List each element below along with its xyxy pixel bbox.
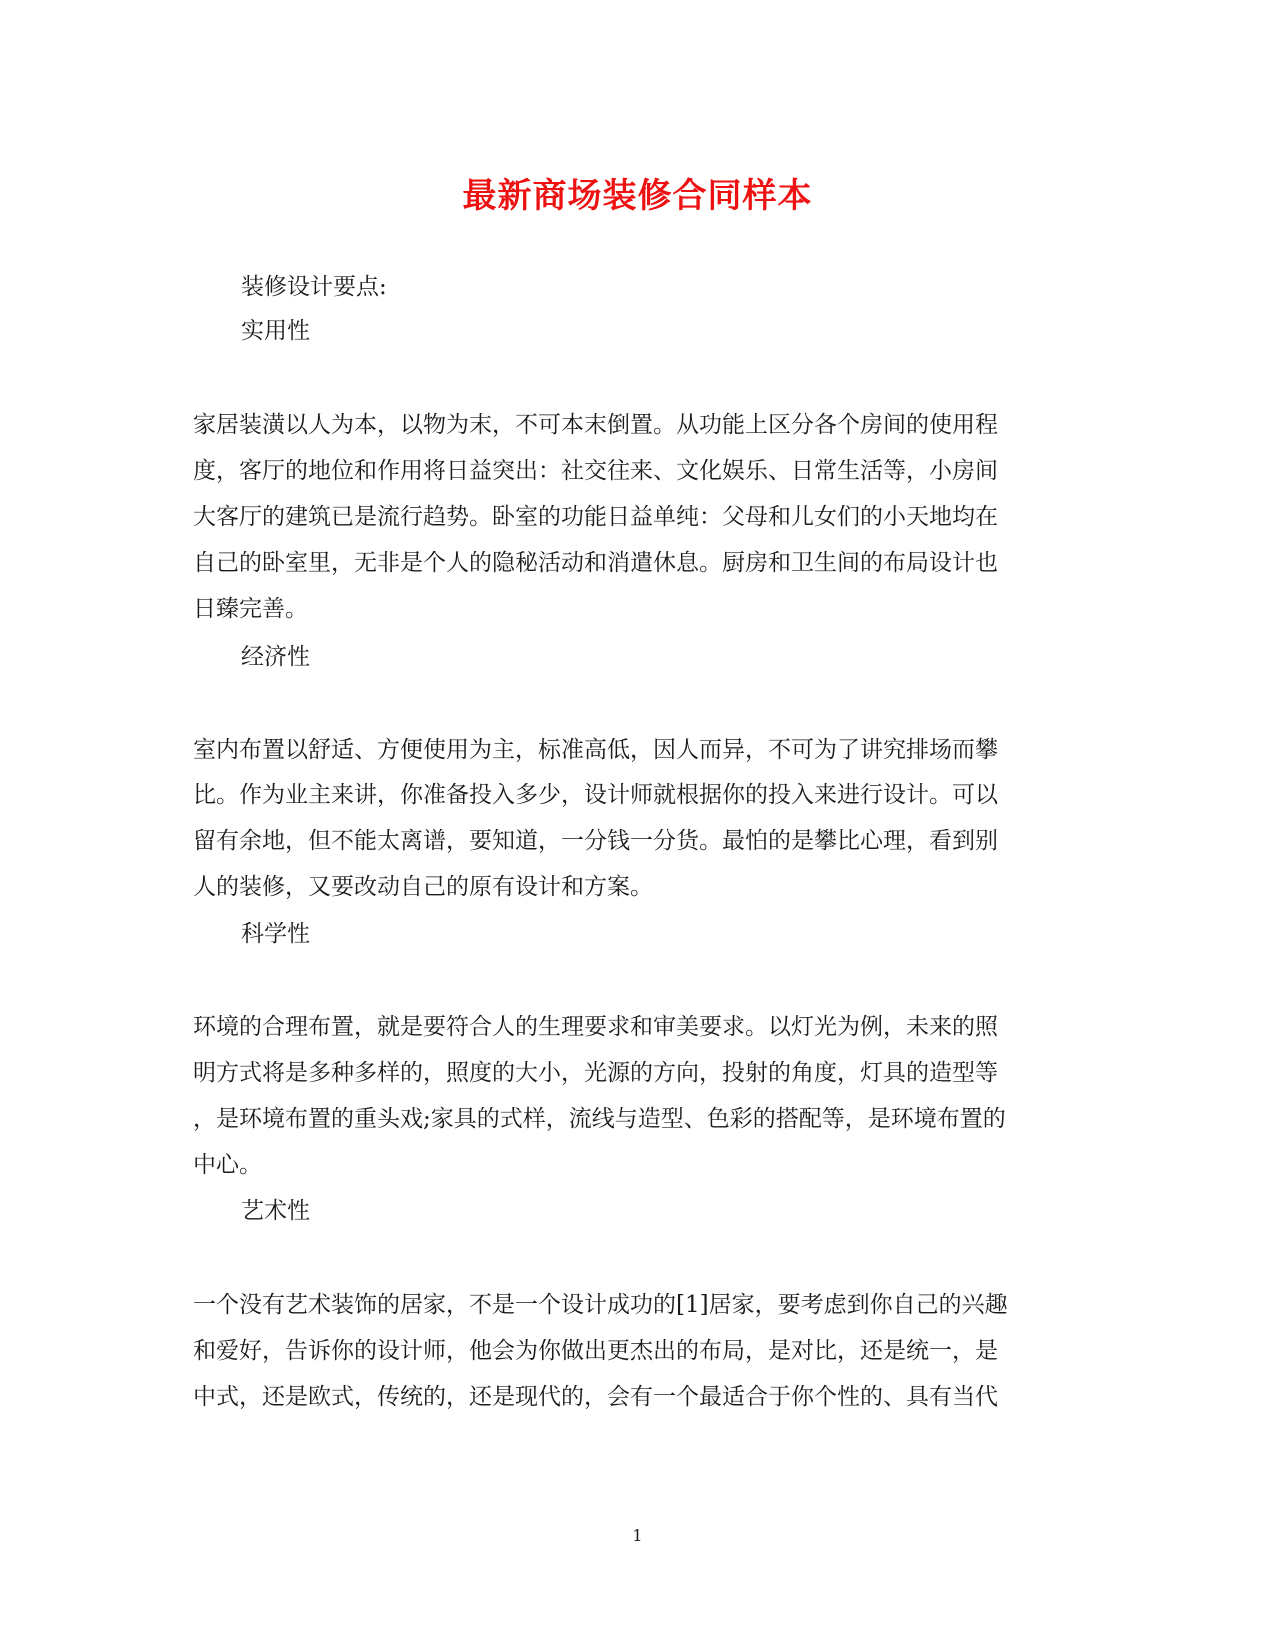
paragraph-line: 家居装潢以人为本，以物为末，不可本末倒置。从功能上区分各个房间的使用程: [193, 412, 998, 438]
page-number: 1: [632, 1526, 643, 1545]
paragraph-line: 明方式将是多种多样的，照度的大小，光源的方向，投射的角度，灯具的造型等: [193, 1060, 998, 1086]
paragraph-line: 中心。: [193, 1152, 262, 1178]
paragraph-line: ，是环境布置的重头戏;家具的式样，流线与造型、色彩的搭配等，是环境布置的: [193, 1106, 1006, 1132]
paragraph-line: 日臻完善。: [193, 596, 308, 622]
paragraph-line: 自己的卧室里，无非是个人的隐秘活动和消遣休息。厨房和卫生间的布局设计也: [193, 550, 998, 576]
section-heading-economy: 经济性: [241, 644, 310, 670]
paragraph-line: 大客厅的建筑已是流行趋势。卧室的功能日益单纯：父母和儿女们的小天地均在: [193, 504, 998, 530]
paragraph-line: 室内布置以舒适、方便使用为主，标准高低，因人而异，不可为了讲究排场而攀: [193, 737, 998, 763]
paragraph-line: 环境的合理布置，就是要符合人的生理要求和审美要求。以灯光为例，未来的照: [193, 1014, 998, 1040]
paragraph-line: 一个没有艺术装饰的居家，不是一个设计成功的[1]居家，要考虑到你自己的兴趣: [193, 1292, 1008, 1318]
section-heading-science: 科学性: [241, 921, 310, 947]
paragraph-line: 人的装修，又要改动自己的原有设计和方案。: [193, 874, 653, 900]
section-intro: 装修设计要点:: [241, 274, 387, 300]
paragraph-line: 度，客厅的地位和作用将日益突出：社交往来、文化娱乐、日常生活等，小房间: [193, 458, 998, 484]
document-title: 最新商场装修合同样本: [462, 176, 813, 216]
paragraph-line: 中式，还是欧式，传统的，还是现代的，会有一个最适合于你个性的、具有当代: [193, 1384, 998, 1410]
section-heading-practicality: 实用性: [241, 318, 310, 344]
paragraph-line: 留有余地，但不能太离谱，要知道，一分钱一分货。最怕的是攀比心理，看到别: [193, 828, 998, 854]
paragraph-line: 和爱好，告诉你的设计师，他会为你做出更杰出的布局，是对比，还是统一，是: [193, 1338, 998, 1364]
paragraph-line: 比。作为业主来讲，你准备投入多少，设计师就根据你的投入来进行设计。可以: [193, 782, 998, 808]
section-heading-artistry: 艺术性: [241, 1198, 310, 1224]
